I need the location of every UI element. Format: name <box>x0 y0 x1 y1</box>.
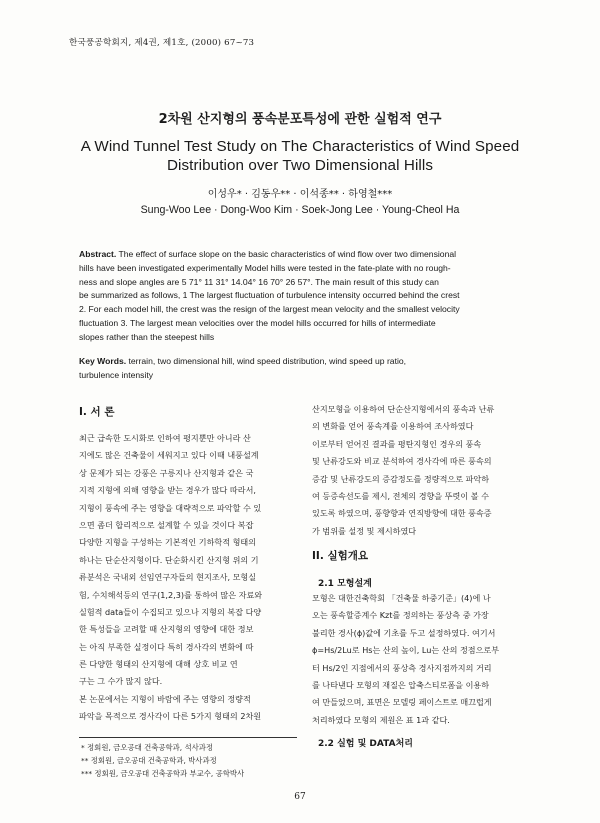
body-line: 의 변화를 얻어 풍속계를 이용하여 조사하였다 <box>312 421 474 432</box>
body-line: 증감 및 난류강도의 증감정도를 정량적으로 파악하 <box>312 473 490 484</box>
abstract-label: Abstract. <box>79 249 117 259</box>
body-line: 이로부터 얻어진 결과를 평탄지형인 경우의 풍속 <box>312 438 482 449</box>
body-line: 상 문제가 되는 강풍은 구릉지나 산지형과 같은 국 <box>79 467 254 478</box>
body-line: 최근 급속한 도시화로 인하여 평지뿐만 아니라 산 <box>79 433 251 443</box>
body-line: 산지모형을 이용하여 단순산지형에서의 풍속과 난류 <box>312 404 495 414</box>
body-line: 불리한 경사(ϕ)값에 기초를 두고 설정하였다. 여기서 <box>312 627 496 638</box>
body-line: 를 나타낸다 모형의 재질은 압축스티로폼을 이용하 <box>312 679 490 690</box>
data-processing-heading: 2.2 실험 및 DATA처리 <box>318 739 413 749</box>
page-number: 67 <box>294 792 306 802</box>
abstract-text: The effect of surface slope on the basic characteristics of wind flow over two dimensional <box>118 249 457 259</box>
body-line: 하나는 단순산지형이다. 단순화시킨 산지형 위의 기 <box>79 554 259 565</box>
keywords-line: turbulence intensity <box>79 369 154 380</box>
body-line: 여 만들었으며, 표면은 모델링 페이스트로 매끄럽게 <box>312 697 492 708</box>
abstract-line: be summarized as follows, 1 The largest fluctuation of turbulence intensity occurred behind the crest <box>79 290 460 301</box>
body-line: 지적 지형에 의해 영향을 받는 경우가 많다 따라서, <box>79 485 256 496</box>
keywords <box>79 355 523 383</box>
intro-heading: I. 서 론 <box>79 406 115 418</box>
abstract-line: fluctuation 3. The largest mean velocities over the model hills occurred for hills of intermediate <box>79 317 436 328</box>
body-line: 오는 풍속할증계수 Kzt를 정의하는 풍상측 중 가장 <box>312 610 489 621</box>
abstract-line: 2. For each model hill, the crest was the resign of the largest mean velocity and the smallest velocity <box>79 304 460 315</box>
body-line: 른 다양한 형태의 산지형에 대해 상호 비교 연 <box>79 659 238 670</box>
body-line: 터 Hs/2인 지점에서의 풍상측 경사지점까지의 거리 <box>312 662 492 673</box>
footnote: ** 정회원, 금오공대 건축공학과, 박사과정 <box>81 756 217 765</box>
abstract-line: slopes rather than the steepest hills <box>79 331 215 342</box>
keywords-line <box>79 355 523 369</box>
abstract-line: hills have been investigated experimentally Model hills were tested in the fate-plate with no rough- <box>79 262 451 273</box>
body-line: 및 난류강도와 비교 분석하여 경사각에 따른 풍속의 <box>312 456 492 467</box>
body-line: 있도록 하였으며, 풍향향과 연직방향에 대한 풍속증 <box>312 508 492 519</box>
korean-title: 2차원 산지형의 풍속분포특성에 관한 실험적 연구 <box>158 112 442 127</box>
abstract <box>79 248 523 345</box>
footnote: * 정회원, 금오공대 건축공학과, 석사과정 <box>81 743 214 752</box>
body-line: 으면 좀더 합리적으로 설계할 수 있을 것이다 복잡 <box>79 519 254 530</box>
body-line: 여 등증속선도를 제시, 전체의 경향을 뚜렷이 볼 수 <box>312 490 489 501</box>
korean-authors: 이성우* · 김동우** · 이석종** · 하영철*** <box>207 189 393 200</box>
intro-body-right <box>312 401 524 540</box>
body-line: 가 범위를 설정 및 제시하였다 <box>312 525 417 536</box>
intro-body-left <box>79 430 297 726</box>
keywords-label: Key Words. <box>79 356 127 366</box>
body-line: 모형은 대한건축학회 「건축물 하중기준」(4)에 나 <box>312 593 491 603</box>
body-line: 지형이 풍속에 주는 영향을 대략적으로 파악할 수 있 <box>79 502 262 513</box>
english-title <box>60 137 540 175</box>
body-line: 다양한 지형을 구성하는 기본적인 기하학적 형태의 <box>79 537 257 548</box>
footnotes <box>81 741 244 780</box>
english-title-line: Distribution over Two Dimensional Hills <box>166 157 434 174</box>
body-line: 는 아직 부족한 실정이다 특히 경사각의 변화에 따 <box>79 641 254 652</box>
footnote-divider <box>79 737 297 738</box>
body-line: 실험적 data들이 수집되고 있으나 지형의 복잡 다양 <box>79 606 262 617</box>
body-line: 류분석은 국내외 선임연구자들의 현지조사, 모형실 <box>79 572 257 583</box>
body-line: 구는 그 수가 많지 않다. <box>79 676 163 687</box>
journal-citation: 한국풍공학회지, 제4권, 제1호, (2000) 67~73 <box>69 38 255 48</box>
model-design-heading: 2.1 모형설계 <box>318 579 372 589</box>
abstract-line <box>79 248 523 262</box>
english-authors: Sung-Woo Lee · Dong-Woo Kim · Soek-Jong Lee · Young-Cheol Ha <box>140 204 460 216</box>
experiment-heading: II. 실험개요 <box>312 550 369 562</box>
keywords-text: terrain, two dimensional hill, wind speed distribution, wind speed up ratio, <box>128 356 407 366</box>
body-line: ϕ=Hs/2Lu로 Hs는 산의 높이, Lu는 산의 정점으로부 <box>312 645 500 656</box>
english-title-line: A Wind Tunnel Test Study on The Characteristics of Wind Speed <box>80 138 520 155</box>
abstract-line: ness and slope angles are 5 71° 11 31° 14.04° 16 70° 26 57°. The main result of this study can <box>79 276 439 287</box>
body-line: 파악을 목적으로 경사각이 다른 5가지 형태의 2차원 <box>79 711 262 722</box>
body-line: 지에도 많은 건축물이 세워지고 있다 이때 내풍설계 <box>79 450 259 461</box>
body-line: 본 논문에서는 지형이 바람에 주는 영향의 정량적 <box>79 693 251 704</box>
body-line: 처리하였다 모형의 제원은 표 1과 같다. <box>312 714 450 725</box>
body-line: 험, 수치해석등의 연구(1,2,3)를 통하여 많은 자료와 <box>79 589 263 600</box>
body-line: 한 특성들을 고려할 때 산지형의 영향에 대한 정보 <box>79 624 254 635</box>
model-design-body <box>312 590 524 729</box>
footnote: *** 정회원, 금오공대 건축공학과 부교수, 공학박사 <box>81 769 245 778</box>
